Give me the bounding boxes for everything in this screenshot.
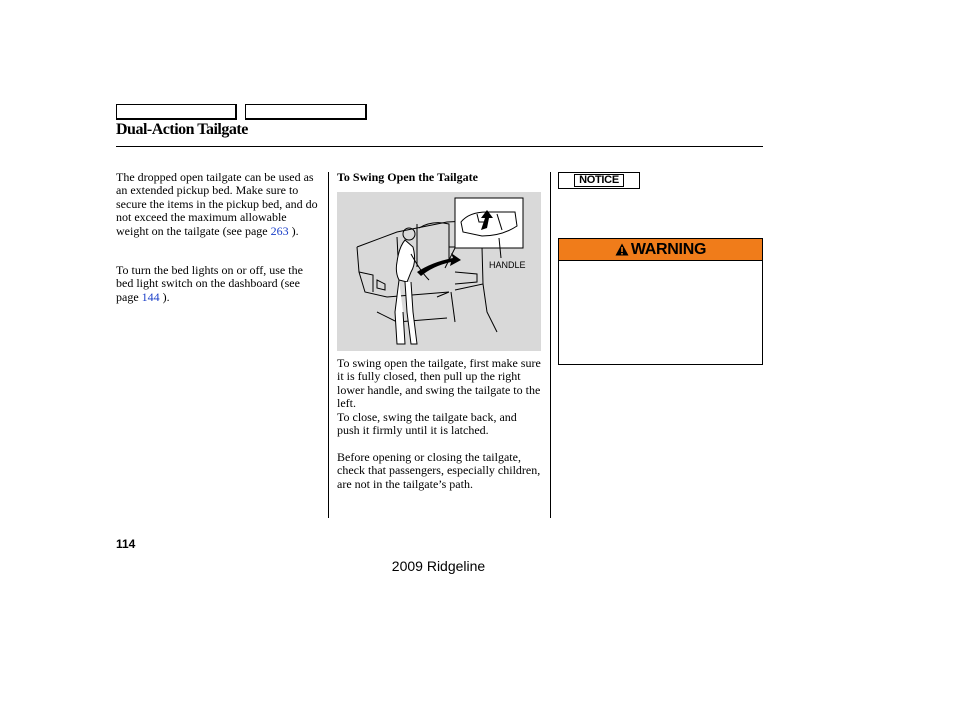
paragraph-text: To turn the bed lights on or off, use the bed light switch on the dashboard (see page bbox=[116, 263, 303, 304]
tailgate-illustration bbox=[337, 192, 541, 351]
header-tab-box-1 bbox=[116, 104, 237, 120]
close-instructions: To close, swing the tailgate back, and push it firmly until it is latched. bbox=[337, 409, 517, 438]
column-divider-2 bbox=[550, 172, 551, 518]
paragraph-text-end: ). bbox=[288, 223, 299, 238]
section-title: Dual-Action Tailgate bbox=[116, 121, 248, 138]
paragraph-text-end: ). bbox=[159, 289, 170, 304]
vehicle-footer: 2009 Ridgeline bbox=[391, 558, 486, 574]
warning-header bbox=[559, 239, 762, 261]
notice-badge bbox=[558, 172, 640, 189]
warning-label: WARNING bbox=[630, 240, 707, 258]
title-rule bbox=[116, 146, 763, 147]
warning-box bbox=[558, 238, 763, 365]
tailgate-bed-paragraph bbox=[116, 171, 321, 238]
open-instructions: To swing open the tailgate, first make sure it is fully closed, then pull up the right lower handle, and swing the tailgate to the left. bbox=[337, 356, 541, 411]
bed-lights-paragraph bbox=[116, 264, 321, 304]
handle-label: HANDLE bbox=[489, 260, 526, 270]
page-link-263[interactable]: 263 bbox=[270, 223, 289, 238]
paragraph-text: The dropped open tailgate can be used as an extended pickup bed. Make sure to secure the items in the pickup bed, and do not exceed the maximum allowable weight on the tailgate (see page bbox=[116, 170, 318, 238]
tailgate-drawing bbox=[337, 192, 541, 351]
column-divider-1 bbox=[328, 172, 329, 518]
passenger-caution-paragraph: Before opening or closing the tailgate, check that passengers, especially children, are not in the tailgate’s path. bbox=[337, 450, 541, 491]
page-link-144[interactable]: 144 bbox=[141, 289, 160, 304]
header-tab-box-2 bbox=[245, 104, 367, 120]
swing-instructions bbox=[337, 357, 542, 437]
swing-open-subheading: To Swing Open the Tailgate bbox=[337, 170, 478, 184]
warning-triangle-icon bbox=[615, 243, 629, 256]
page-number: 114 bbox=[116, 537, 136, 551]
notice-label: NOTICE bbox=[574, 174, 624, 187]
